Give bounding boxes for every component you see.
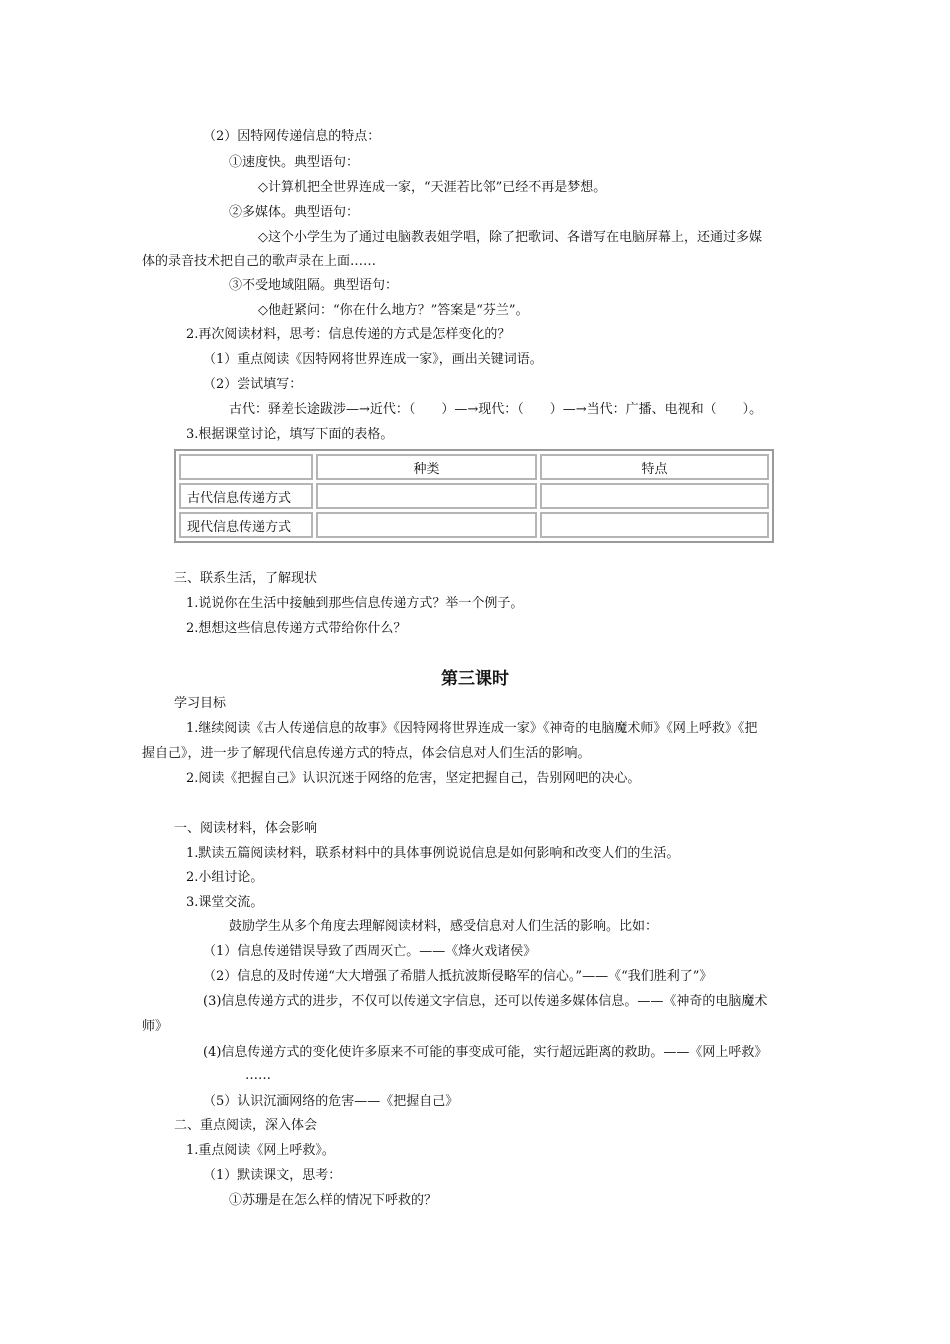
table-header-cell: 种类: [316, 454, 537, 480]
text-line: （5）认识沉湎网络的危害——《把握自己》: [203, 1094, 459, 1109]
table-row: [179, 512, 769, 538]
lesson-title: 第三课时: [441, 669, 509, 689]
text-line: ◇这个小学生为了通过电脑教表姐学唱，除了把歌词、各谱写在电脑屏幕上，还通过多媒: [258, 230, 762, 245]
table-row: [179, 483, 769, 509]
table-cell: 古代信息传递方式: [179, 483, 313, 509]
table-header-cell: 特点: [540, 454, 769, 480]
text-line: 古代：驿差长途跋涉—→近代：（ ）—→现代：（ ）—→当代：广播、电视和（ ）。: [229, 402, 763, 417]
text-line: 体的录音技术把自己的歌声录在上面……: [142, 254, 377, 269]
text-line: （2）信息的及时传递“大大增强了希腊人抵抗波斯侵略军的信心。”——《“我们胜利了”》: [203, 969, 713, 984]
text-line: ①苏珊是在怎么样的情况下呼救的？: [229, 1193, 438, 1208]
text-line: （2）因特网传递信息的特点：: [203, 129, 381, 144]
text-line: ◇他赶紧问：“你在什么地方？”答案是“芬兰”。: [258, 303, 529, 318]
text-line: 3.根据课堂讨论，填写下面的表格。: [186, 427, 394, 442]
text-line: （1）默读课文，思考：: [203, 1168, 342, 1183]
text-line: 1.继续阅读《古人传递信息的故事》《因特网将世界连成一家》《神奇的电脑魔术师》《网上呼救》《把: [186, 721, 758, 736]
text-line: ③不受地域阻隔。典型语句：: [229, 278, 399, 293]
text-line: 1.重点阅读《网上呼救》。: [186, 1143, 335, 1158]
section-heading: 学习目标: [174, 696, 227, 711]
text-line: 鼓励学生从多个角度去理解阅读材料，感受信息对人们生活的影响。比如：: [229, 919, 659, 934]
text-line: 1.默读五篇阅读材料，联系材料中的具体事例说说信息是如何影响和改变人们的生活。: [186, 846, 680, 861]
table-header-row: [179, 454, 769, 480]
text-line: （1）信息传递错误导致了西周灭亡。——《烽火戏诸侯》: [203, 944, 537, 959]
text-line: 3.课堂交流。: [186, 895, 264, 910]
text-line: 1.说说你在生活中接触到那些信息传递方式？举一个例子。: [186, 596, 524, 611]
table-cell-input[interactable]: [316, 512, 537, 538]
table-cell: 现代信息传递方式: [179, 512, 313, 538]
section-heading: 二、重点阅读，深入体会: [174, 1118, 318, 1133]
table-cell-input[interactable]: [316, 483, 537, 509]
text-line: 2.小组讨论。: [186, 870, 264, 885]
table-cell-input[interactable]: [540, 483, 769, 509]
text-line: 2.阅读《把握自己》认识沉迷于网络的危害，坚定把握自己，告别网吧的决心。: [186, 771, 641, 786]
text-line: 2.想想这些信息传递方式带给你什么？: [186, 621, 407, 636]
text-line: 师》: [142, 1019, 169, 1034]
text-line: (4)信息传递方式的变化使许多原来不可能的事变成可能，实行超远距离的救助。——《网上呼救》: [203, 1045, 768, 1060]
text-line: （1）重点阅读《因特网将世界连成一家》，画出关键词语。: [203, 352, 543, 367]
text-line: （2）尝试填写：: [203, 377, 303, 392]
section-heading: 一、阅读材料，体会影响: [174, 821, 318, 836]
info-transfer-table: [174, 449, 774, 543]
table-header-cell: [179, 454, 313, 480]
text-line: 2.再次阅读材料，思考：信息传递的方式是怎样变化的？: [186, 327, 511, 342]
text-line: ①速度快。典型语句：: [229, 155, 360, 170]
section-heading: 三、联系生活，了解现状: [174, 571, 318, 586]
text-line: 握自己》，进一步了解现代信息传递方式的特点，体会信息对人们生活的影响。: [142, 746, 591, 761]
text-line: ……: [245, 1068, 271, 1083]
text-line: ②多媒体。典型语句：: [229, 205, 360, 220]
text-line: ◇计算机把全世界连成一家，“天涯若比邻”已经不再是梦想。: [258, 180, 607, 195]
table-cell-input[interactable]: [540, 512, 769, 538]
text-line: (3)信息传递方式的进步，不仅可以传递文字信息，还可以传递多媒体信息。——《神奇的电脑魔术: [203, 994, 768, 1009]
